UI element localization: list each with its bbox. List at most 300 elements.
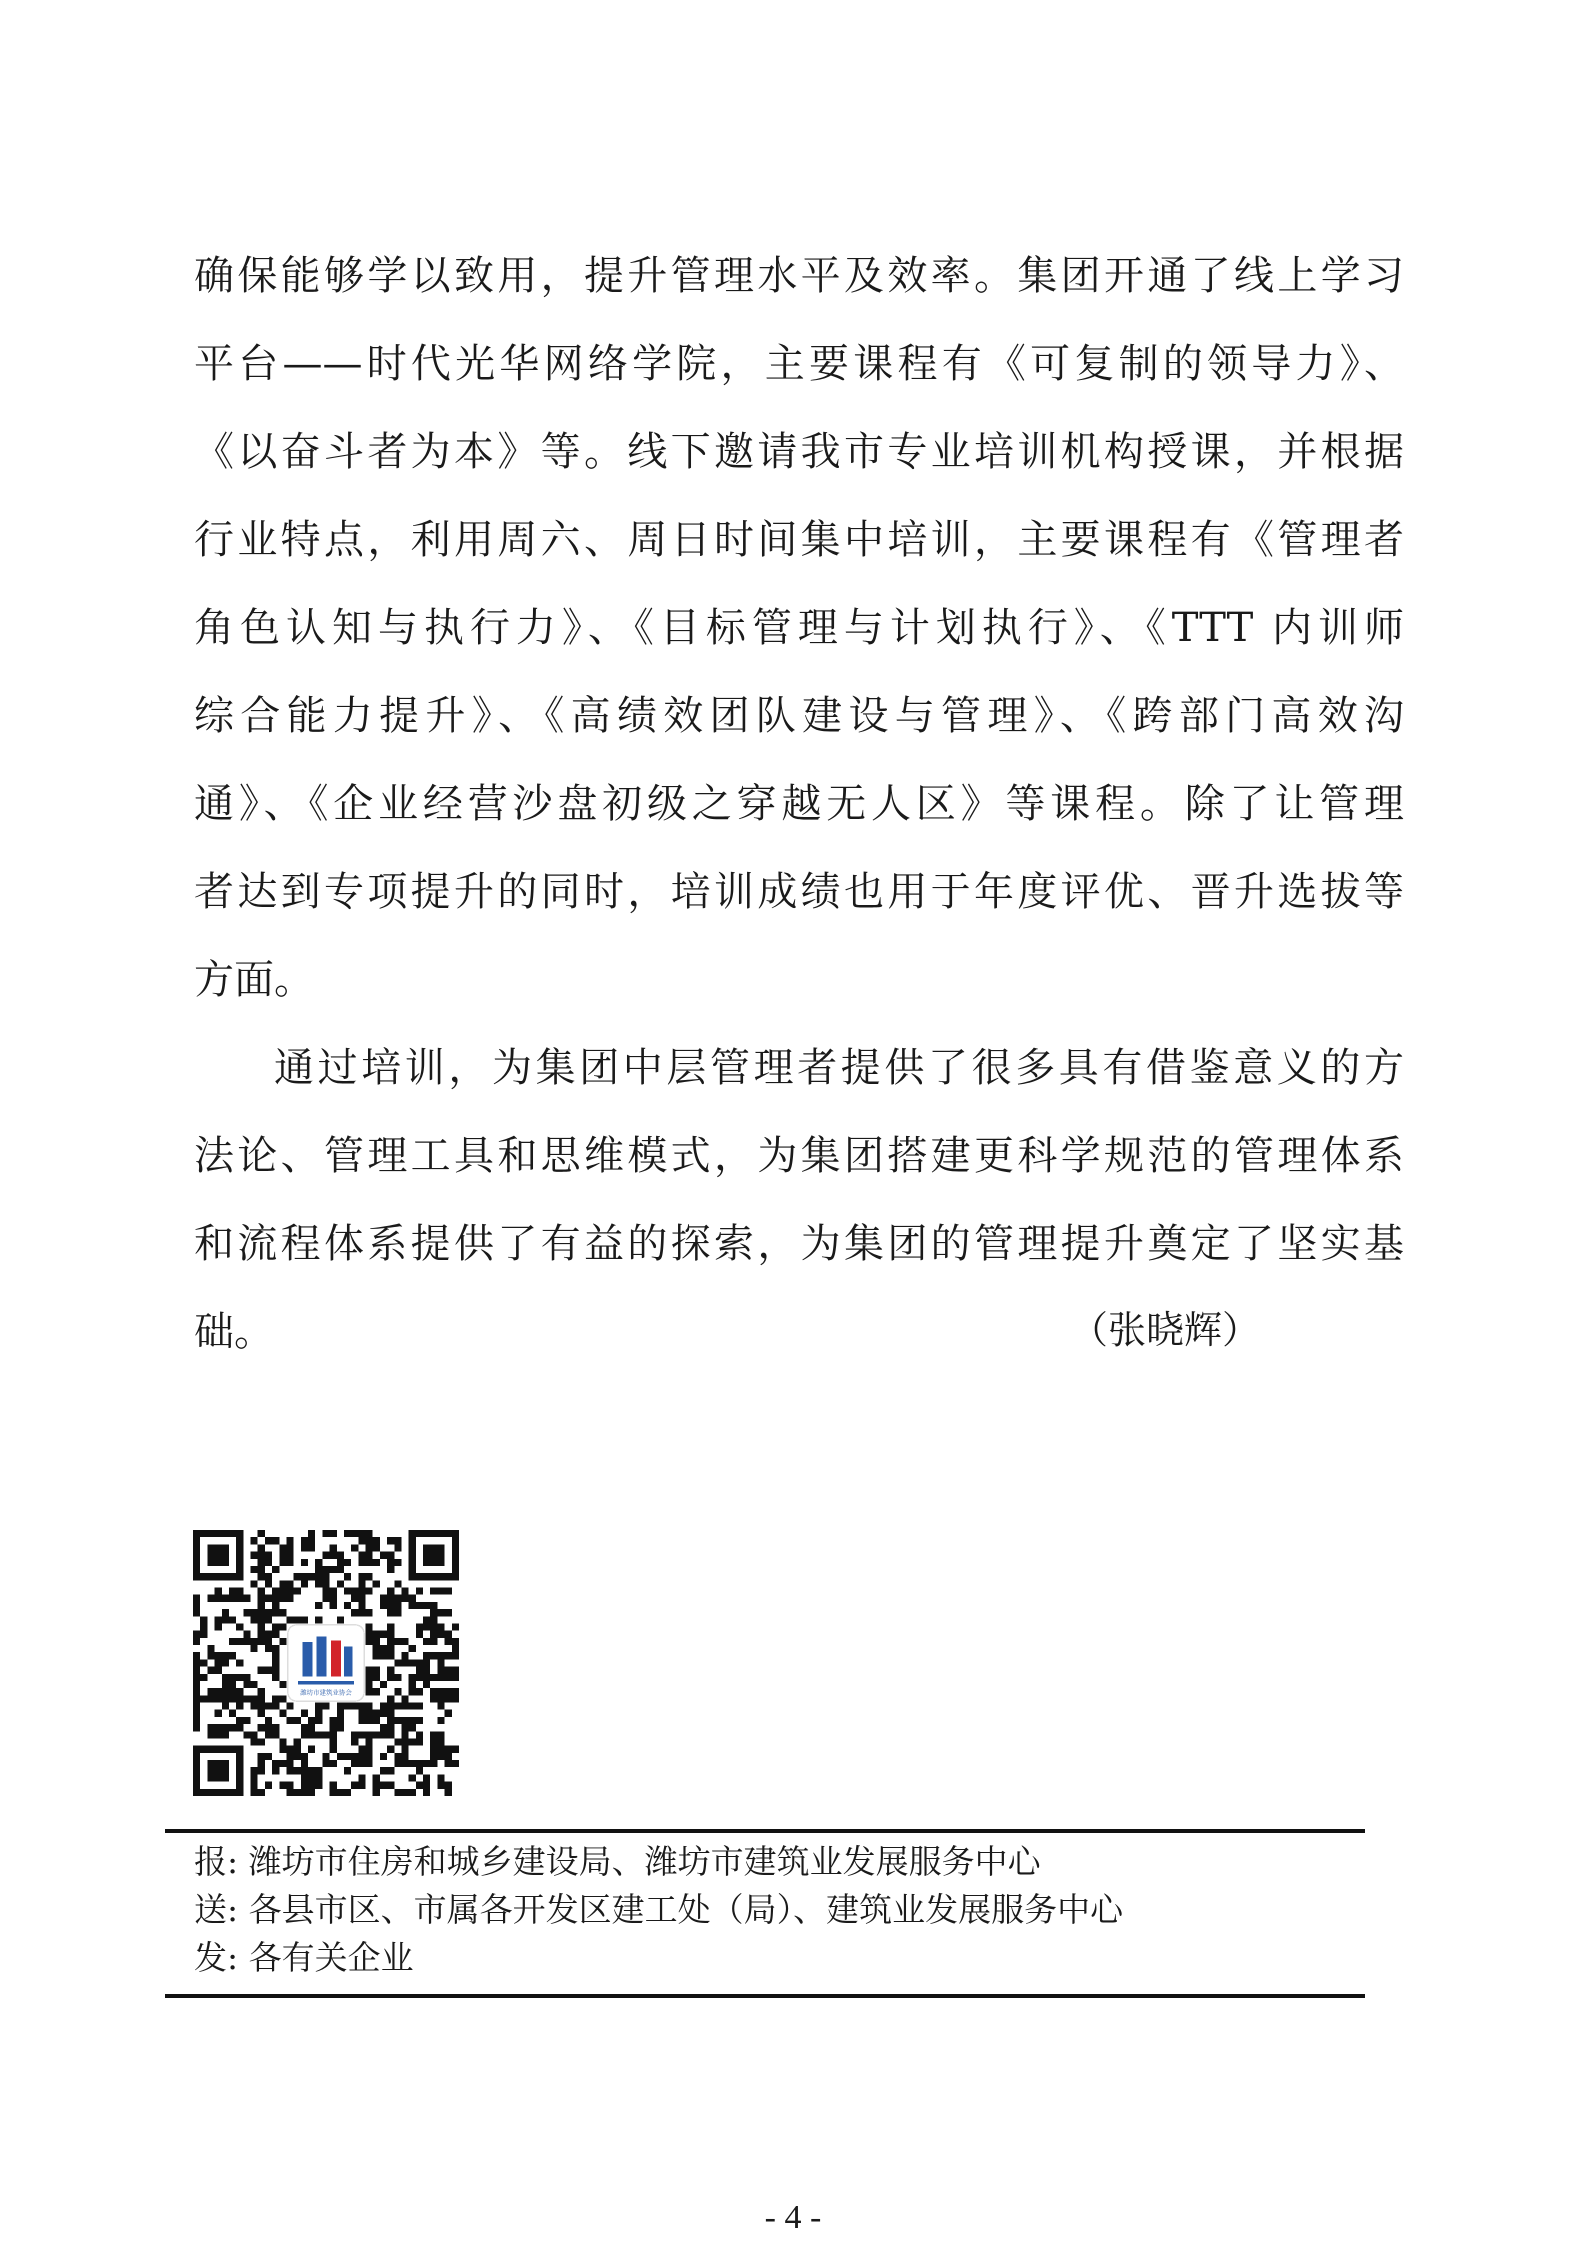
report-to-row — [194, 1838, 1123, 1886]
qr-module — [437, 1774, 444, 1781]
qr-module — [387, 1652, 394, 1659]
qr-module — [430, 1746, 437, 1753]
qr-module — [229, 1688, 236, 1695]
qr-module — [258, 1710, 265, 1717]
qr-module — [286, 1767, 293, 1774]
qr-module — [294, 1588, 301, 1595]
qr-module — [452, 1645, 459, 1652]
paragraph-line: 通》、《企业经营沙盘初级之穿越无人区》等课程。除了让管理 — [194, 781, 1404, 827]
qr-module — [222, 1659, 229, 1666]
qr-module — [272, 1537, 279, 1544]
qr-module — [373, 1544, 380, 1551]
qr-module — [236, 1674, 243, 1681]
qr-module — [330, 1746, 337, 1753]
qr-module — [258, 1703, 265, 1710]
qr-module — [315, 1616, 322, 1623]
qr-module — [416, 1782, 423, 1789]
qr-module — [308, 1573, 315, 1580]
qr-module — [380, 1631, 387, 1638]
qr-module — [272, 1566, 279, 1573]
qr-module — [193, 1609, 200, 1616]
qr-module — [322, 1530, 329, 1537]
issue-value: 各有关企业 — [248, 1938, 414, 1977]
qr-module — [394, 1688, 401, 1695]
qr-module — [243, 1731, 250, 1738]
send-value: 各县市区、市属各开发区建工处（局）、建筑业发展服务中心 — [248, 1890, 1124, 1929]
qr-module — [416, 1717, 423, 1724]
qr-module — [358, 1710, 365, 1717]
qr-module — [258, 1616, 265, 1623]
qr-module — [243, 1717, 250, 1724]
qr-module — [258, 1695, 265, 1702]
paragraph-line: 方面。 — [194, 957, 314, 1003]
top-divider — [165, 1829, 1365, 1833]
qr-module — [394, 1659, 401, 1666]
qr-module — [315, 1580, 322, 1587]
report-value: 潍坊市住房和城乡建设局、潍坊市建筑业发展服务中心 — [248, 1842, 1041, 1881]
qr-module — [229, 1710, 236, 1717]
qr-module — [207, 1695, 214, 1702]
qr-module — [301, 1753, 308, 1760]
qr-module — [301, 1767, 308, 1774]
qr-module — [301, 1573, 308, 1580]
qr-module — [251, 1580, 258, 1587]
qr-module — [265, 1573, 272, 1580]
qr-module — [430, 1760, 437, 1767]
qr-module — [373, 1631, 380, 1638]
qr-module — [394, 1738, 401, 1745]
qr-module — [222, 1695, 229, 1702]
qr-module — [294, 1717, 301, 1724]
qr-module — [409, 1688, 416, 1695]
qr-module — [251, 1552, 258, 1559]
qr-module — [330, 1789, 337, 1796]
qr-module — [258, 1544, 265, 1551]
qr-module — [315, 1782, 322, 1789]
qr-module — [358, 1782, 365, 1789]
qr-module — [401, 1746, 408, 1753]
qr-module — [215, 1588, 222, 1595]
qr-module — [243, 1638, 250, 1645]
qr-module — [373, 1652, 380, 1659]
qr-module — [315, 1602, 322, 1609]
qr-module — [416, 1674, 423, 1681]
qr-module — [215, 1659, 222, 1666]
qr-module — [401, 1595, 408, 1602]
qr-module — [215, 1623, 222, 1630]
qr-module — [265, 1645, 272, 1652]
qr-module — [351, 1703, 358, 1710]
paragraph-line: 者达到专项提升的同时，培训成绩也用于年度评优、晋升选拔等 — [194, 869, 1404, 915]
qr-module — [380, 1645, 387, 1652]
qr-module — [222, 1652, 229, 1659]
qr-module — [344, 1573, 351, 1580]
qr-module — [394, 1717, 401, 1724]
qr-module — [430, 1638, 437, 1645]
qr-module — [294, 1573, 301, 1580]
qr-module — [445, 1631, 452, 1638]
qr-module — [358, 1602, 365, 1609]
qr-module — [452, 1667, 459, 1674]
qr-module — [366, 1738, 373, 1745]
qr-module — [337, 1566, 344, 1573]
qr-module — [401, 1638, 408, 1645]
qr-module — [366, 1688, 373, 1695]
qr-module — [272, 1703, 279, 1710]
qr-module — [358, 1552, 365, 1559]
qr-module — [193, 1659, 200, 1666]
qr-module — [265, 1631, 272, 1638]
qr-module — [229, 1652, 236, 1659]
qr-module — [380, 1602, 387, 1609]
qr-module — [423, 1638, 430, 1645]
qr-module — [229, 1616, 236, 1623]
qr-module — [301, 1544, 308, 1551]
qr-module — [373, 1638, 380, 1645]
qr-module — [416, 1760, 423, 1767]
qr-module — [251, 1731, 258, 1738]
qr-module — [380, 1595, 387, 1602]
qr-module — [394, 1559, 401, 1566]
qr-module — [409, 1681, 416, 1688]
qr-module — [301, 1774, 308, 1781]
qr-module — [394, 1544, 401, 1551]
qr-module — [423, 1623, 430, 1630]
qr-module — [430, 1623, 437, 1630]
qr-module — [272, 1631, 279, 1638]
qr-module — [215, 1595, 222, 1602]
qr-module — [200, 1616, 207, 1623]
qr-module — [366, 1559, 373, 1566]
qr-module — [207, 1595, 214, 1602]
qr-module — [409, 1595, 416, 1602]
qr-module — [387, 1645, 394, 1652]
qr-module — [394, 1703, 401, 1710]
qr-module — [200, 1659, 207, 1666]
qr-module — [373, 1674, 380, 1681]
qr-module — [193, 1652, 200, 1659]
qr-module — [423, 1667, 430, 1674]
qr-module — [344, 1588, 351, 1595]
qr-module — [387, 1609, 394, 1616]
qr-module — [416, 1623, 423, 1630]
qr-module — [351, 1731, 358, 1738]
qr-module — [416, 1602, 423, 1609]
qr-module — [430, 1688, 437, 1695]
qr-module — [366, 1544, 373, 1551]
qr-module — [437, 1659, 444, 1666]
qr-module — [265, 1609, 272, 1616]
qr-module — [437, 1695, 444, 1702]
qr-module — [265, 1717, 272, 1724]
qr-module — [358, 1703, 365, 1710]
qr-module — [243, 1595, 250, 1602]
qr-module — [272, 1652, 279, 1659]
qr-module — [373, 1774, 380, 1781]
qr-module — [387, 1537, 394, 1544]
qr-module — [272, 1674, 279, 1681]
qr-module — [344, 1559, 351, 1566]
qr-module — [286, 1782, 293, 1789]
qr-module — [437, 1731, 444, 1738]
qr-module — [358, 1609, 365, 1616]
qr-module — [337, 1703, 344, 1710]
qr-module — [373, 1731, 380, 1738]
qr-module — [258, 1559, 265, 1566]
qr-module — [430, 1631, 437, 1638]
qr-module — [222, 1688, 229, 1695]
qr-module — [251, 1609, 258, 1616]
paragraph-line: 通过培训，为集团中层管理者提供了很多具有借鉴意义的方 — [274, 1045, 1404, 1091]
qr-module — [279, 1544, 286, 1551]
qr-module — [322, 1595, 329, 1602]
qr-module — [445, 1674, 452, 1681]
qr-module — [366, 1667, 373, 1674]
qr-module — [358, 1595, 365, 1602]
qr-module — [387, 1695, 394, 1702]
qr-module — [337, 1559, 344, 1566]
qr-module — [366, 1681, 373, 1688]
qr-module — [222, 1724, 229, 1731]
qr-module — [409, 1789, 416, 1796]
qr-module — [445, 1710, 452, 1717]
qr-module — [265, 1552, 272, 1559]
qr-module — [265, 1537, 272, 1544]
article-body — [194, 232, 1404, 1376]
qr-module — [387, 1767, 394, 1774]
paragraph-line: 《以奋斗者为本》等。线下邀请我市专业培训机构授课，并根据 — [194, 429, 1404, 475]
qr-module — [373, 1710, 380, 1717]
qr-code[interactable] — [193, 1530, 459, 1796]
issue-to-row — [194, 1934, 1123, 1982]
qr-module — [387, 1623, 394, 1630]
qr-module — [243, 1695, 250, 1702]
qr-module — [373, 1782, 380, 1789]
qr-module — [251, 1566, 258, 1573]
qr-module — [409, 1659, 416, 1666]
qr-module — [265, 1616, 272, 1623]
qr-module — [409, 1760, 416, 1767]
qr-module — [366, 1623, 373, 1630]
qr-module — [258, 1767, 265, 1774]
qr-module — [358, 1774, 365, 1781]
qr-module — [215, 1616, 222, 1623]
page-number: - 4 - — [764, 2199, 822, 2236]
qr-module — [265, 1703, 272, 1710]
qr-module — [337, 1580, 344, 1587]
qr-module — [387, 1588, 394, 1595]
qr-module — [279, 1609, 286, 1616]
qr-module — [387, 1631, 394, 1638]
qr-module — [445, 1782, 452, 1789]
qr-module — [437, 1674, 444, 1681]
qr-module — [373, 1667, 380, 1674]
qr-module — [430, 1652, 437, 1659]
qr-module — [207, 1667, 214, 1674]
qr-module — [222, 1609, 229, 1616]
qr-module — [430, 1753, 437, 1760]
qr-module — [315, 1573, 322, 1580]
qr-module — [401, 1789, 408, 1796]
qr-module — [322, 1703, 329, 1710]
qr-module — [394, 1789, 401, 1796]
qr-module — [229, 1681, 236, 1688]
qr-module — [207, 1731, 214, 1738]
qr-module — [308, 1530, 315, 1537]
qr-module — [351, 1782, 358, 1789]
qr-module — [366, 1674, 373, 1681]
qr-module — [437, 1623, 444, 1630]
qr-module — [286, 1760, 293, 1767]
qr-module — [294, 1616, 301, 1623]
qr-module — [330, 1760, 337, 1767]
qr-module — [301, 1559, 308, 1566]
qr-module — [409, 1674, 416, 1681]
qr-module — [366, 1552, 373, 1559]
qr-module — [401, 1731, 408, 1738]
qr-module — [330, 1588, 337, 1595]
qr-module — [452, 1688, 459, 1695]
qr-module — [229, 1695, 236, 1702]
qr-module — [236, 1724, 243, 1731]
qr-module — [358, 1588, 365, 1595]
qr-module — [322, 1580, 329, 1587]
qr-module — [272, 1602, 279, 1609]
qr-module — [330, 1544, 337, 1551]
qr-module — [294, 1738, 301, 1745]
qr-module — [394, 1595, 401, 1602]
qr-module — [445, 1789, 452, 1796]
qr-module — [251, 1681, 258, 1688]
qr-module — [236, 1659, 243, 1666]
qr-module — [315, 1774, 322, 1781]
qr-module — [351, 1595, 358, 1602]
qr-module — [437, 1631, 444, 1638]
qr-module — [366, 1530, 373, 1537]
qr-module — [358, 1573, 365, 1580]
qr-module — [437, 1667, 444, 1674]
qr-module — [279, 1580, 286, 1587]
qr-module — [265, 1782, 272, 1789]
qr-module — [401, 1588, 408, 1595]
qr-module — [452, 1623, 459, 1630]
paragraph-line: 角色认知与执行力》、《目标管理与计划执行》、《TTT 内训师 — [194, 605, 1404, 651]
qr-module — [294, 1746, 301, 1753]
qr-module — [236, 1595, 243, 1602]
qr-module — [330, 1602, 337, 1609]
qr-module — [200, 1695, 207, 1702]
qr-module — [445, 1760, 452, 1767]
qr-module — [279, 1638, 286, 1645]
qr-module — [236, 1703, 243, 1710]
qr-module — [380, 1782, 387, 1789]
qr-module — [251, 1767, 258, 1774]
qr-module — [387, 1559, 394, 1566]
qr-module — [351, 1760, 358, 1767]
qr-module — [243, 1609, 250, 1616]
qr-module — [373, 1559, 380, 1566]
qr-module — [215, 1731, 222, 1738]
qr-module — [207, 1688, 214, 1695]
qr-module — [265, 1667, 272, 1674]
qr-module — [301, 1710, 308, 1717]
qr-module — [279, 1623, 286, 1630]
qr-module — [251, 1645, 258, 1652]
qr-module — [437, 1703, 444, 1710]
qr-module — [258, 1724, 265, 1731]
issue-label: 发: — [194, 1938, 239, 1977]
qr-module — [337, 1753, 344, 1760]
qr-module — [193, 1595, 200, 1602]
qr-module — [373, 1645, 380, 1652]
qr-module — [445, 1609, 452, 1616]
qr-module — [193, 1631, 200, 1638]
qr-module — [236, 1623, 243, 1630]
qr-module — [445, 1652, 452, 1659]
qr-module — [437, 1652, 444, 1659]
qr-module — [380, 1681, 387, 1688]
qr-module — [445, 1695, 452, 1702]
qr-module — [229, 1724, 236, 1731]
qr-module — [330, 1782, 337, 1789]
qr-module — [358, 1537, 365, 1544]
qr-module — [409, 1645, 416, 1652]
qr-module — [387, 1746, 394, 1753]
qr-module — [351, 1544, 358, 1551]
qr-module — [279, 1552, 286, 1559]
qr-module — [272, 1731, 279, 1738]
qr-module — [265, 1580, 272, 1587]
qr-module — [330, 1724, 337, 1731]
qr-module — [409, 1717, 416, 1724]
qr-module — [193, 1638, 200, 1645]
qr-module — [236, 1638, 243, 1645]
qr-module — [265, 1595, 272, 1602]
qr-module — [236, 1695, 243, 1702]
qr-module — [215, 1688, 222, 1695]
qr-module — [193, 1667, 200, 1674]
qr-module — [401, 1652, 408, 1659]
qr-module — [330, 1738, 337, 1745]
qr-module — [366, 1717, 373, 1724]
qr-module — [258, 1573, 265, 1580]
qr-module — [437, 1688, 444, 1695]
qr-module — [315, 1566, 322, 1573]
qr-module — [315, 1559, 322, 1566]
qr-module — [308, 1746, 315, 1753]
qr-module — [222, 1616, 229, 1623]
qr-module — [430, 1731, 437, 1738]
qr-module — [258, 1688, 265, 1695]
qr-module — [351, 1753, 358, 1760]
qr-module — [265, 1731, 272, 1738]
qr-module — [366, 1609, 373, 1616]
qr-module — [366, 1631, 373, 1638]
qr-module — [337, 1724, 344, 1731]
qr-module — [445, 1753, 452, 1760]
qr-module — [387, 1724, 394, 1731]
qr-module — [279, 1588, 286, 1595]
qr-module — [322, 1552, 329, 1559]
qr-module — [409, 1724, 416, 1731]
qr-module — [279, 1782, 286, 1789]
qr-module — [272, 1767, 279, 1774]
qr-module — [243, 1631, 250, 1638]
send-to-row — [194, 1886, 1123, 1934]
qr-module — [294, 1753, 301, 1760]
qr-module — [272, 1667, 279, 1674]
qr-module — [308, 1789, 315, 1796]
